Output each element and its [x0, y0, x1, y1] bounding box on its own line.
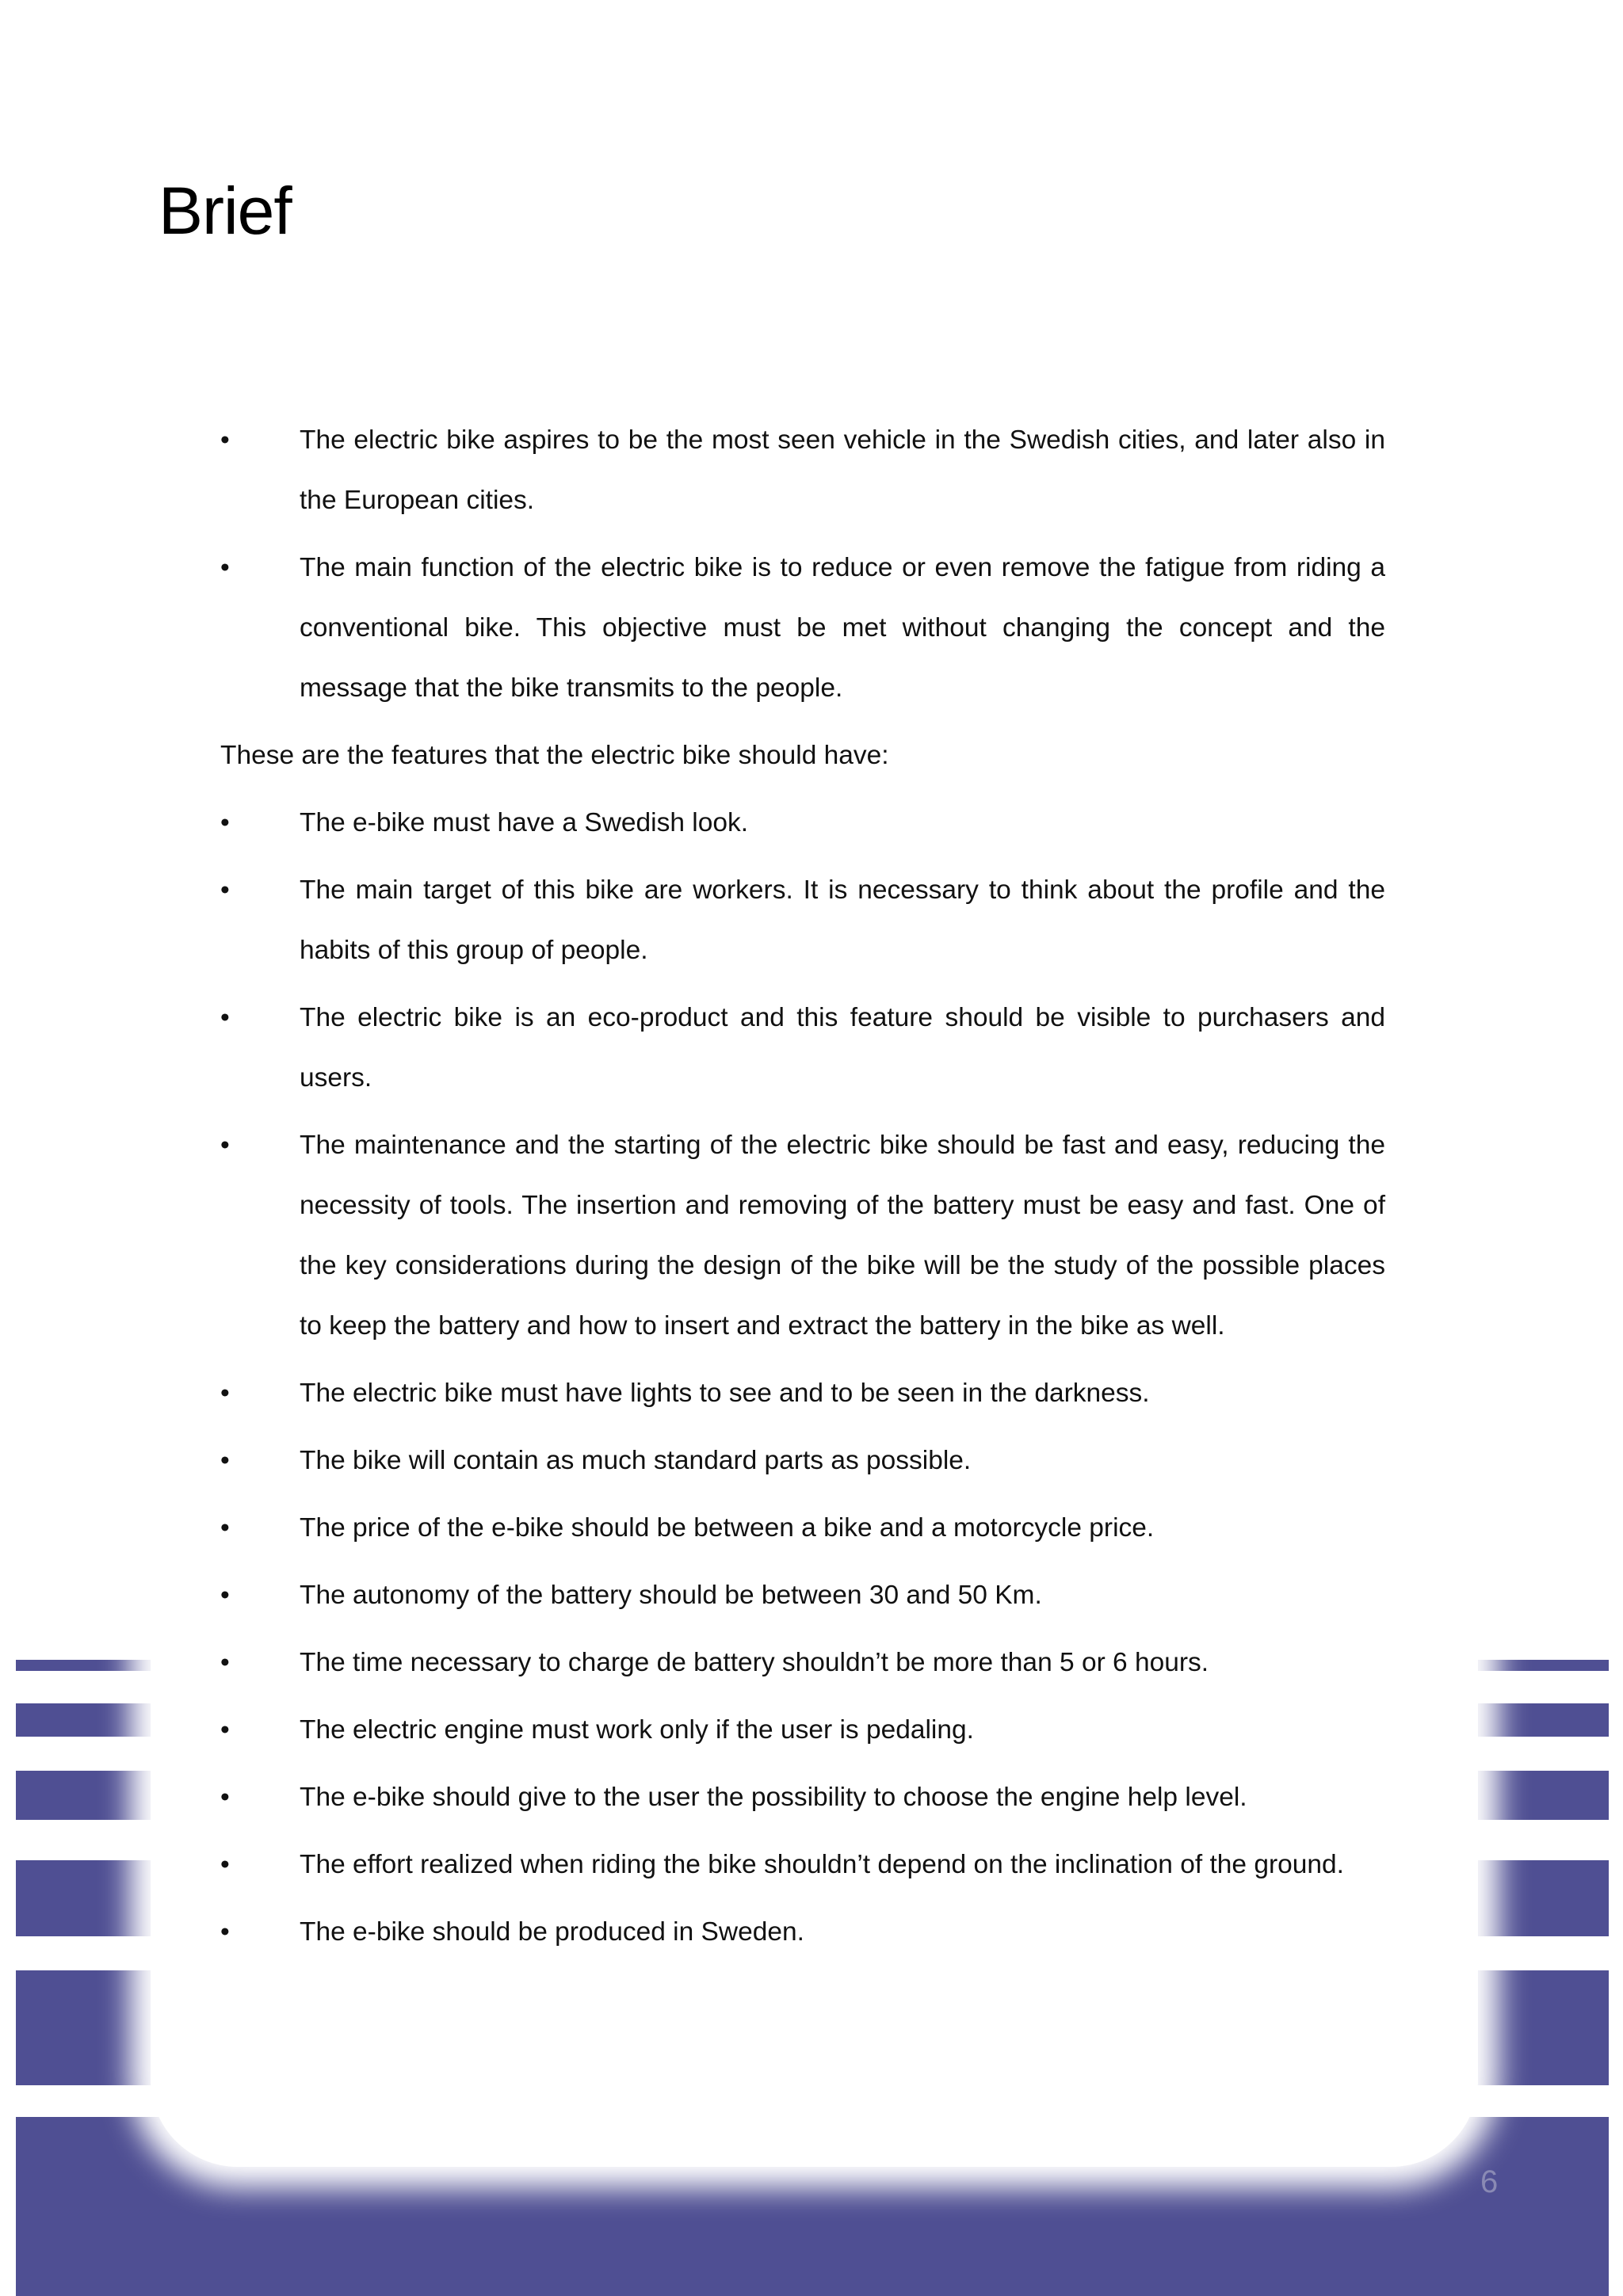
bullet-marker: •	[220, 1131, 230, 1160]
bullet-marker: •	[220, 1917, 230, 1947]
bullet-text: The effort realized when riding the bike shouldn’t depend on the inclination of the ground.	[300, 1850, 1344, 1879]
page-title: Brief	[158, 174, 292, 248]
page-number: 6	[1480, 2164, 1499, 2199]
bullet-item	[220, 860, 1385, 981]
bullet-marker: •	[220, 425, 230, 455]
bullet-item	[220, 1700, 1385, 1760]
bullet-marker: •	[220, 1783, 230, 1812]
bullet-item	[220, 1498, 1385, 1558]
bullet-item	[220, 410, 1385, 531]
bullet-marker: •	[220, 1581, 230, 1610]
paragraph: These are the features that the electric bike should have:	[220, 741, 889, 770]
bullet-text: The main function of the electric bike is to reduce or even remove the fatigue from riding a conventional bike. This objective must be met without changing the concept and the message that the bike transmits to the people.	[300, 553, 1385, 703]
bullet-text: The e-bike must have a Swedish look.	[300, 808, 749, 837]
bullet-item	[220, 1633, 1385, 1693]
bullet-marker: •	[220, 553, 230, 582]
bullet-text: The time necessary to charge de battery shouldn’t be more than 5 or 6 hours.	[300, 1648, 1209, 1677]
bullet-text: The e-bike should be produced in Sweden.	[300, 1917, 804, 1947]
bullet-item	[220, 1768, 1385, 1828]
bullet-item	[220, 1566, 1385, 1626]
bullet-text: The electric bike aspires to be the most seen vehicle in the Swedish cities, and later also in the European cities.	[300, 425, 1385, 515]
bullet-item	[220, 1116, 1385, 1356]
bullet-marker: •	[220, 1513, 230, 1543]
bullet-text: The main target of this bike are workers. It is necessary to think about the profile and the habits of this group of people.	[300, 875, 1385, 965]
bullet-text: The autonomy of the battery should be between 30 and 50 Km.	[300, 1581, 1042, 1610]
bullet-marker: •	[220, 1850, 230, 1879]
bullet-marker: •	[220, 808, 230, 837]
bullet-marker: •	[220, 1379, 230, 1408]
bullet-item	[220, 988, 1385, 1108]
bullet-item	[220, 793, 1385, 853]
bullet-text: The e-bike should give to the user the possibility to choose the engine help level.	[300, 1783, 1247, 1812]
bullet-item	[220, 1363, 1385, 1424]
bullet-text: The price of the e-bike should be between a bike and a motorcycle price.	[300, 1513, 1155, 1543]
bullet-marker: •	[220, 1648, 230, 1677]
bullet-marker: •	[220, 1446, 230, 1475]
bullet-text: The electric engine must work only if the user is pedaling.	[300, 1715, 974, 1745]
bullet-text: The electric bike is an eco-product and this feature should be visible to purchasers and users.	[300, 1003, 1385, 1093]
bullet-item	[220, 1431, 1385, 1491]
bullet-text: The bike will contain as much standard parts as possible.	[300, 1446, 972, 1475]
bullet-text: The maintenance and the starting of the electric bike should be fast and easy, reducing the necessity of tools. The insertion and removing of the battery must be easy and fast. One of the key considerations during the design of the bike will be the study of the possible places to keep the battery and how to insert and extract the battery in the bike as well.	[300, 1131, 1385, 1341]
brief-content	[220, 410, 1385, 1970]
bullet-item	[220, 1902, 1385, 1962]
bullet-item	[220, 538, 1385, 719]
bullet-text: The electric bike must have lights to see and to be seen in the darkness.	[300, 1379, 1150, 1408]
bullet-marker: •	[220, 1003, 230, 1032]
bullet-marker: •	[220, 1715, 230, 1745]
bullet-item	[220, 1835, 1385, 1895]
bullet-marker: •	[220, 875, 230, 905]
